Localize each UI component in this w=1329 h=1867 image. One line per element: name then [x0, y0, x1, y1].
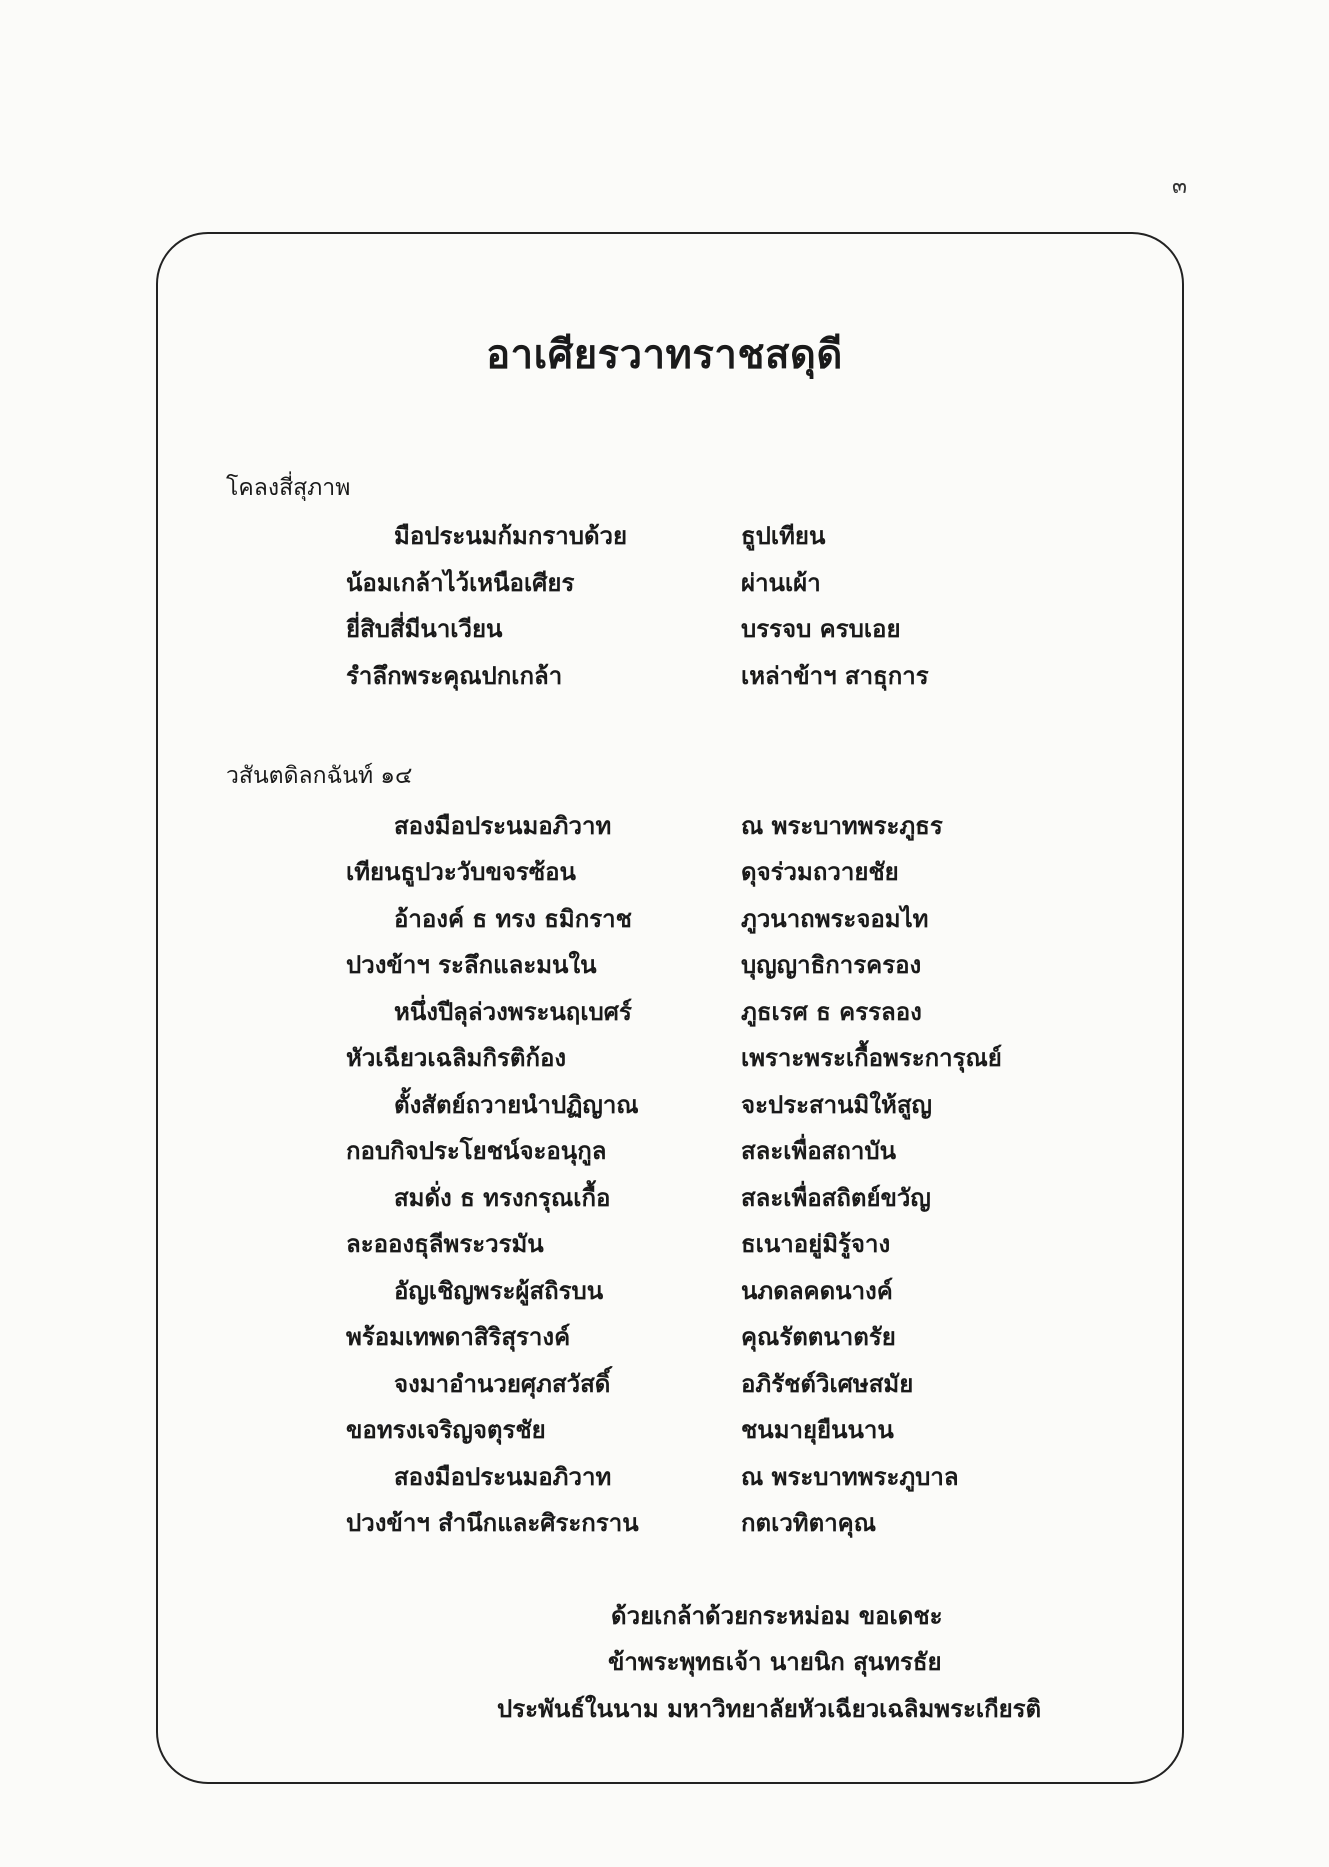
verse-second-hemistich: ผ่านเผ้า: [741, 569, 821, 597]
signature-institution: ประพันธ์ในนาม มหาวิทยาลัยหัวเฉียวเฉลิมพระเกียรติ: [497, 1695, 1042, 1723]
verse-first-hemistich: หัวเฉียวเฉลิมกิรติก้อง: [346, 1044, 567, 1072]
verse-first-hemistich: ละอองธุลีพระวรมัน: [346, 1230, 544, 1258]
verse-line: [0, 852, 1329, 898]
verse-first-hemistich: ปวงข้าฯ ระลึกและมนใน: [346, 951, 597, 979]
verse-first-hemistich: สองมือประนมอภิวาท: [394, 1463, 612, 1491]
verse-line: [0, 1131, 1329, 1177]
verse-line: [0, 1410, 1329, 1456]
signature-blessing: ด้วยเกล้าด้วยกระหม่อม ขอเดชะ: [611, 1602, 943, 1630]
verse-first-hemistich: หนึ่งปีลุล่วงพระนฤเบศร์: [394, 998, 632, 1026]
verse-second-hemistich: นภดลคดนางค์: [741, 1277, 893, 1305]
poem-title: อาเศียรวาทราชสดุดี: [486, 332, 843, 378]
verse-second-hemistich: ณ พระบาทพระภูธร: [741, 812, 943, 840]
verse-first-hemistich: ยี่สิบสี่มีนาเวียน: [346, 615, 503, 643]
page-number: ๓: [1172, 174, 1188, 199]
verse-line: [0, 1457, 1329, 1503]
verse-line: [0, 1503, 1329, 1549]
verse-first-hemistich: จงมาอำนวยศุภสวัสดิ์: [394, 1370, 611, 1398]
verse-line: [0, 1364, 1329, 1410]
verse-second-hemistich: ดุจร่วมถวายชัย: [741, 858, 899, 886]
verse-line: [0, 516, 1329, 562]
verse-first-hemistich: เทียนธูปวะวับขจรซ้อน: [346, 858, 576, 886]
verse-second-hemistich: กตเวทิตาคุณ: [741, 1509, 876, 1537]
verse-first-hemistich: อ้าองค์ ธ ทรง ธมิกราช: [394, 905, 632, 933]
verse-second-hemistich: เพราะพระเกื้อพระการุณย์: [741, 1044, 1002, 1072]
verse-second-hemistich: อภิรัชต์วิเศษสมัย: [741, 1370, 914, 1398]
verse-first-hemistich: ปวงข้าฯ สำนึกและศิระกราน: [346, 1509, 639, 1537]
verse-first-hemistich: ตั้งสัตย์ถวายนำปฏิญาณ: [394, 1091, 639, 1119]
verse-second-hemistich: บรรจบ ครบเอย: [741, 615, 901, 643]
section-heading-chan: วสันตดิลกฉันท์ ๑๔: [226, 763, 413, 789]
verse-first-hemistich: กอบกิจประโยชน์จะอนุกูล: [346, 1137, 607, 1165]
verse-second-hemistich: ธูปเทียน: [741, 522, 826, 550]
verse-second-hemistich: ชนมายุยืนนาน: [741, 1416, 894, 1444]
verse-first-hemistich: สองมือประนมอภิวาท: [394, 812, 612, 840]
verse-first-hemistich: มือประนมก้มกราบด้วย: [394, 522, 628, 550]
verse-line: [0, 609, 1329, 655]
verse-line: [0, 1224, 1329, 1270]
verse-second-hemistich: เหล่าข้าฯ สาธุการ: [741, 662, 929, 690]
verse-line: [0, 563, 1329, 609]
verse-second-hemistich: บุญญาธิการครอง: [741, 951, 922, 979]
section-heading-khlong: โคลงสี่สุภาพ: [226, 475, 351, 501]
verse-line: [0, 1038, 1329, 1084]
verse-first-hemistich: สมดั่ง ธ ทรงกรุณเกื้อ: [394, 1184, 611, 1212]
verse-first-hemistich: พร้อมเทพดาสิริสุรางค์: [346, 1323, 571, 1351]
verse-line: [0, 1085, 1329, 1131]
verse-second-hemistich: จะประสานมิให้สูญ: [741, 1091, 932, 1119]
verse-second-hemistich: คุณรัตตนาตรัย: [741, 1323, 896, 1351]
verse-first-hemistich: ขอทรงเจริญจตุรชัย: [346, 1416, 546, 1444]
verse-line: [0, 656, 1329, 702]
verse-second-hemistich: สละเพื่อสถิตย์ขวัญ: [741, 1184, 931, 1212]
verse-line: [0, 1178, 1329, 1224]
verse-first-hemistich: รำลึกพระคุณปกเกล้า: [346, 662, 563, 690]
verse-second-hemistich: ณ พระบาทพระภูบาล: [741, 1463, 959, 1491]
verse-line: [0, 1317, 1329, 1363]
verse-line: [0, 899, 1329, 945]
verse-second-hemistich: ธเนาอยู่มิรู้จาง: [741, 1230, 891, 1258]
verse-second-hemistich: ภูวนาถพระจอมไท: [741, 905, 929, 933]
verse-first-hemistich: อัญเชิญพระผู้สถิรบน: [394, 1277, 604, 1305]
verse-line: [0, 992, 1329, 1038]
verse-second-hemistich: ภูธเรศ ธ ครรลอง: [741, 998, 922, 1026]
verse-first-hemistich: น้อมเกล้าไว้เหนือเศียร: [346, 569, 575, 597]
signature-author: ข้าพระพุทธเจ้า นายนิก สุนทรธัย: [608, 1648, 942, 1676]
verse-line: [0, 806, 1329, 852]
verse-second-hemistich: สละเพื่อสถาบัน: [741, 1137, 896, 1165]
verse-line: [0, 945, 1329, 991]
verse-line: [0, 1271, 1329, 1317]
